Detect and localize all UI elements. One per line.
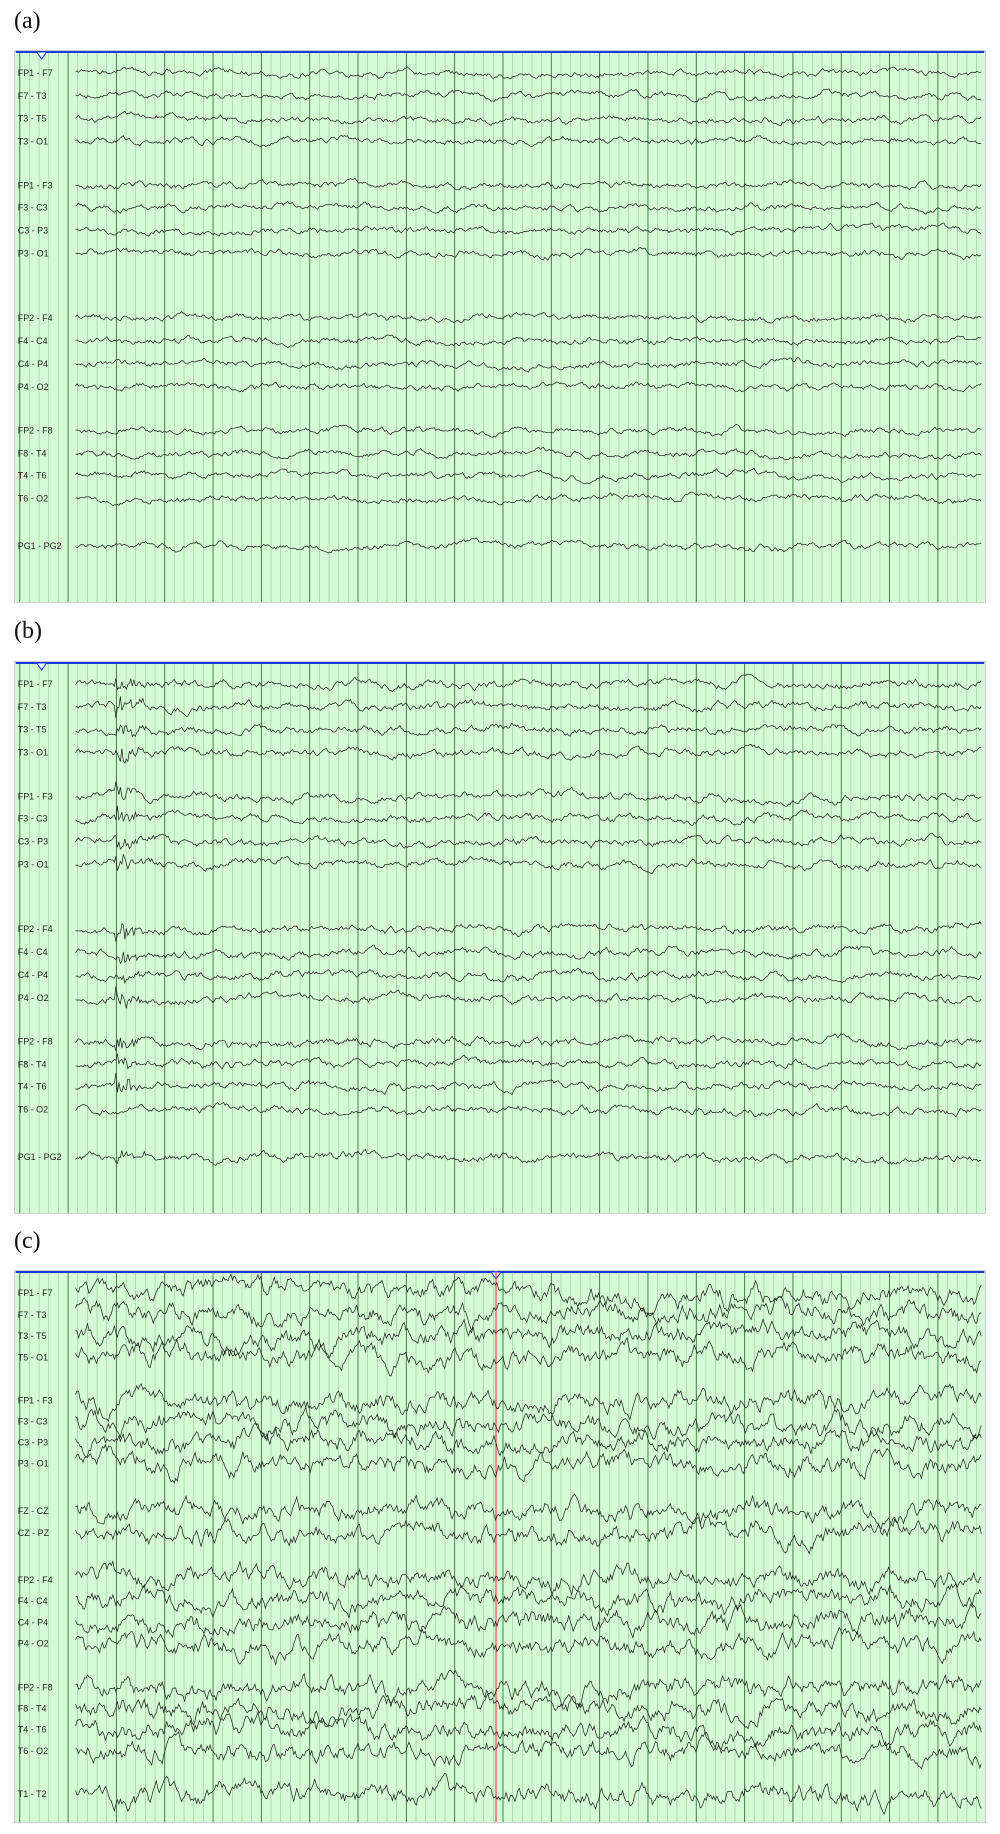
channel-label: PG1 - PG2 <box>17 1152 62 1163</box>
eeg-panel-c[interactable] <box>14 1270 986 1823</box>
eeg-trace <box>76 447 982 460</box>
eeg-trace <box>76 1150 982 1166</box>
eeg-trace <box>76 1319 982 1358</box>
channel-label: C3 - P3 <box>17 225 49 236</box>
channel-label: P4 - O2 <box>17 381 49 392</box>
eeg-trace <box>76 247 982 260</box>
channel-label: T3 - T5 <box>17 1330 47 1341</box>
channel-label: F8 - T4 <box>17 448 47 459</box>
channel-label: FP1 - F7 <box>17 67 53 78</box>
eeg-trace <box>76 1694 982 1729</box>
eeg-traces-b <box>15 662 985 1213</box>
channel-label: F3 - C3 <box>17 202 48 213</box>
channel-label: FP2 - F8 <box>17 1682 53 1693</box>
eeg-trace <box>76 1670 982 1706</box>
panel-a-letter: (a) <box>14 8 41 34</box>
eeg-trace <box>76 833 982 849</box>
eeg-trace <box>76 468 982 483</box>
eeg-trace <box>76 1494 982 1529</box>
eeg-trace <box>76 674 982 692</box>
channel-label: FP2 - F8 <box>17 1036 53 1047</box>
eeg-trace <box>76 89 982 102</box>
eeg-trace <box>76 1732 982 1769</box>
channel-label: T4 - T6 <box>17 470 47 481</box>
channel-label: P3 - O1 <box>17 1458 49 1469</box>
channel-label: T3 - O1 <box>17 136 49 147</box>
channel-label: C4 - P4 <box>17 1617 49 1628</box>
eeg-trace <box>76 335 982 348</box>
eeg-panel-b[interactable] <box>14 661 986 1214</box>
eeg-trace <box>76 854 982 873</box>
panel-b-letter: (b) <box>14 618 42 644</box>
channel-label: F8 - T4 <box>17 1059 47 1070</box>
eeg-trace <box>76 382 982 392</box>
channel-label: F7 - T3 <box>17 1309 47 1320</box>
channel-label: C3 - P3 <box>17 836 49 847</box>
eeg-trace <box>76 424 982 437</box>
eeg-trace <box>76 1445 982 1483</box>
eeg-trace <box>76 223 982 236</box>
eeg-trace <box>76 968 982 983</box>
eeg-trace <box>76 67 982 79</box>
eeg-trace <box>76 201 982 214</box>
eeg-trace <box>76 1338 982 1376</box>
channel-label: T3 - O1 <box>17 747 49 758</box>
channel-label: P4 - O2 <box>17 992 49 1003</box>
eeg-trace <box>76 1423 982 1456</box>
eeg-traces-a <box>15 51 985 602</box>
eeg-trace <box>76 806 982 826</box>
channel-label: F4 - C4 <box>17 335 48 346</box>
channel-label: P3 - O1 <box>17 248 49 259</box>
channel-label: FP2 - F4 <box>17 313 53 324</box>
time-marker-icon[interactable] <box>37 663 47 670</box>
eeg-trace <box>76 922 982 942</box>
eeg-trace <box>76 744 982 763</box>
channel-label: T1 - T2 <box>17 1789 47 1800</box>
channel-label: FP2 - F8 <box>17 425 53 436</box>
eeg-trace <box>76 945 982 963</box>
channel-label: FP2 - F4 <box>17 924 53 935</box>
channel-label: T6 - O2 <box>17 493 49 504</box>
panel-c-letter: (c) <box>14 1228 41 1254</box>
channel-label: P4 - O2 <box>17 1638 49 1649</box>
eeg-trace <box>76 781 982 806</box>
channel-label: C3 - P3 <box>17 1437 49 1448</box>
eeg-trace <box>76 1627 982 1664</box>
channel-label: FP1 - F7 <box>17 1287 53 1298</box>
channel-label: T6 - O2 <box>17 1746 49 1757</box>
channel-label: F8 - T4 <box>17 1703 47 1714</box>
eeg-trace <box>76 696 982 718</box>
channel-label: F4 - C4 <box>17 946 48 957</box>
channel-label: C4 - P4 <box>17 358 49 369</box>
eeg-trace <box>76 111 982 126</box>
eeg-trace <box>76 1297 982 1331</box>
channel-label: FP1 - F3 <box>17 180 53 191</box>
channel-label: FP1 - F3 <box>17 791 53 802</box>
eeg-trace <box>76 358 982 373</box>
channel-label: T4 - T6 <box>17 1724 47 1735</box>
channel-label: CZ - PZ <box>17 1528 50 1539</box>
eeg-trace <box>76 1034 982 1051</box>
eeg-trace <box>76 1274 982 1314</box>
channel-label: F3 - C3 <box>17 1416 48 1427</box>
eeg-trace <box>76 135 982 146</box>
channel-label: P3 - O1 <box>17 859 49 870</box>
channel-label: FP1 - F3 <box>17 1395 53 1406</box>
channel-label: C4 - P4 <box>17 969 49 980</box>
channel-label: PG1 - PG2 <box>17 541 62 552</box>
eeg-trace <box>76 1073 982 1094</box>
channel-label: F4 - C4 <box>17 1595 48 1606</box>
channel-label: F7 - T3 <box>17 701 47 712</box>
eeg-traces-c <box>15 1271 985 1822</box>
eeg-panel-a[interactable] <box>14 50 986 603</box>
eeg-trace <box>76 1604 982 1638</box>
channel-label: T4 - T6 <box>17 1081 47 1092</box>
eeg-trace <box>76 1584 982 1618</box>
eeg-trace <box>76 1773 982 1814</box>
eeg-trace <box>76 1053 982 1069</box>
eeg-trace <box>76 1103 982 1117</box>
channel-label: T3 - T5 <box>17 113 47 124</box>
eeg-trace <box>76 1514 982 1554</box>
eeg-trace <box>76 538 982 553</box>
channel-label: FP2 - F4 <box>17 1574 53 1585</box>
channel-label: FZ - CZ <box>17 1506 49 1517</box>
eeg-trace <box>76 179 982 192</box>
channel-label: T6 - O2 <box>17 1104 49 1115</box>
eeg-trace <box>76 1408 982 1441</box>
channel-label: F7 - T3 <box>17 90 47 101</box>
eeg-trace <box>76 986 982 1008</box>
eeg-trace <box>76 312 982 323</box>
time-marker-icon[interactable] <box>37 52 47 59</box>
eeg-trace <box>76 1561 982 1594</box>
eeg-trace <box>76 492 982 506</box>
channel-label: FP1 - F7 <box>17 678 53 689</box>
channel-label: T5 - O1 <box>17 1352 49 1363</box>
channel-label: T3 - T5 <box>17 724 47 735</box>
channel-label: F3 - C3 <box>17 813 48 824</box>
eeg-trace <box>76 723 982 736</box>
